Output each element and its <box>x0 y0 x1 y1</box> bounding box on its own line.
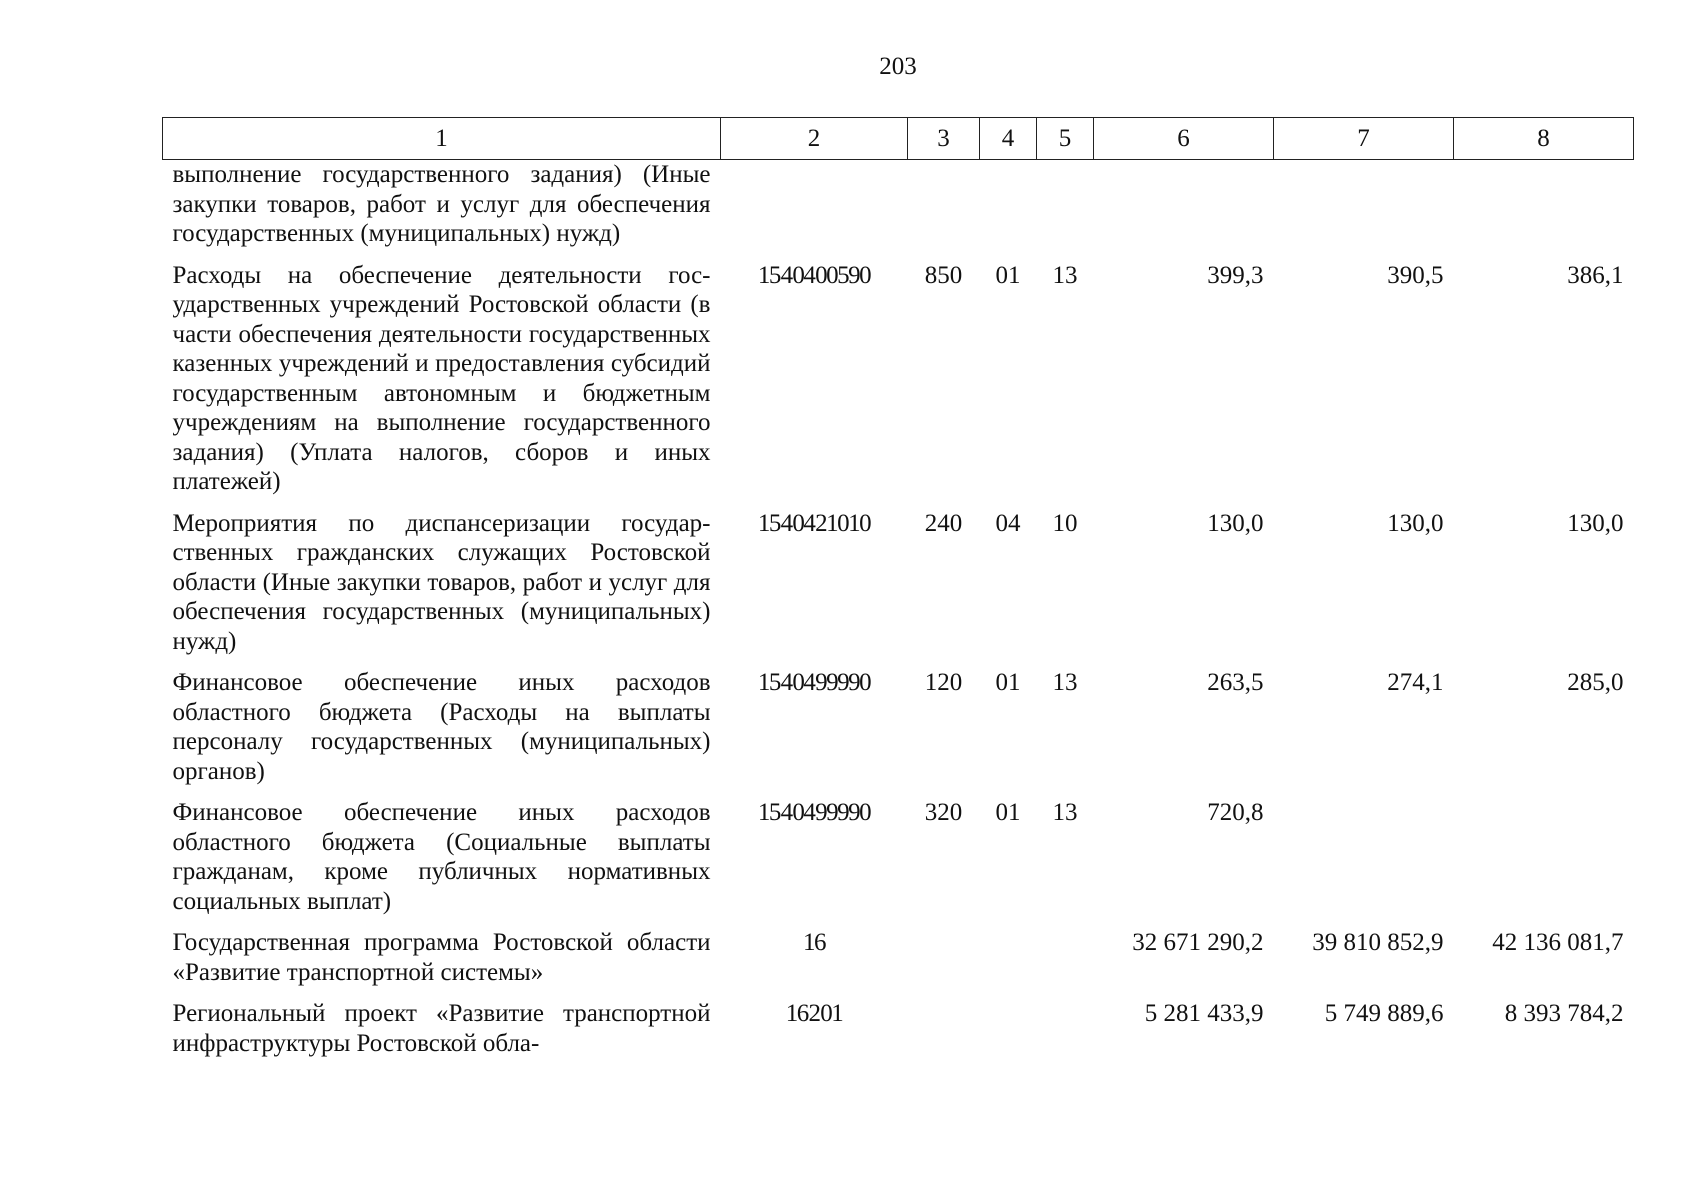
row-amount-col8: 130,0 <box>1567 509 1624 537</box>
row-subsection: 13 <box>1052 669 1078 696</box>
row-description: Расходы на обеспечение деятельности государственных учреждений Ростовской области (в части обеспечения деятельности государственных казенных учреждений и предоставления субсидий государственным автономным и бюджетным учреждениям на выполнение государственного задания) (Уплата налогов, сборов и иных платежей) <box>172 261 711 495</box>
row-section <box>980 999 1037 1058</box>
column-header-5: 5 <box>1037 118 1094 160</box>
table-row <box>163 798 1634 928</box>
row-description: Государственная программа Ростовской области «Развитие транспортной системы» <box>172 929 711 986</box>
row-section: 01 <box>995 261 1021 289</box>
row-amount-col6: 263,5 <box>1207 669 1264 696</box>
row-description: выполнение государственного задания) (Иные закупки товаров, работ и услуг для обеспечения государственных (муниципальных) нужд) <box>172 161 711 247</box>
row-amount-col8: 42 136 081,7 <box>1492 929 1624 956</box>
table-row <box>163 261 1634 509</box>
row-amount-col6: 399,3 <box>1207 261 1264 289</box>
row-amount-col7: 390,5 <box>1387 261 1444 289</box>
row-amount-col8: 386,1 <box>1567 261 1624 289</box>
row-expense-type <box>908 928 980 999</box>
row-subsection <box>1037 928 1094 999</box>
row-expense-type <box>908 999 980 1058</box>
row-description: Мероприятия по диспансеризации государственных гражданских служащих Ростовской области (Иные закупки товаров, работ и услуг для обеспечения государственных (муниципальных) нужд) <box>172 509 711 655</box>
column-header-6: 6 <box>1094 118 1274 160</box>
row-section <box>980 928 1037 999</box>
row-subsection: 13 <box>1052 261 1078 289</box>
table-header <box>163 118 1634 160</box>
row-expense-type: 120 <box>924 669 963 696</box>
table-row <box>163 928 1634 999</box>
row-amount-col6: 130,0 <box>1207 509 1264 537</box>
row-expense-type: 320 <box>924 799 963 826</box>
row-expense-type: 240 <box>924 509 963 537</box>
row-amount-col7 <box>1274 160 1454 261</box>
table-row <box>163 160 1634 261</box>
row-section: 01 <box>995 669 1021 696</box>
table-row <box>163 668 1634 798</box>
row-amount-col8 <box>1454 160 1634 261</box>
table-row <box>163 999 1634 1058</box>
row-target-code: 16 <box>803 929 825 956</box>
row-expense-type: 850 <box>924 261 963 289</box>
row-target-code: 15 4 04 00590 <box>757 261 871 289</box>
page-number: 203 <box>879 53 917 80</box>
column-header-1: 1 <box>163 118 721 160</box>
row-amount-col7: 274,1 <box>1387 669 1444 696</box>
row-amount-col6: 5 281 433,9 <box>1144 1000 1264 1027</box>
row-section <box>980 160 1037 261</box>
row-amount-col6 <box>1094 160 1274 261</box>
row-amount-col8 <box>1454 798 1634 928</box>
row-section: 01 <box>995 799 1021 826</box>
row-section: 04 <box>995 509 1021 537</box>
row-target-code: 15 4 04 21010 <box>757 509 871 537</box>
row-target-code: 15 4 04 99990 <box>757 669 871 696</box>
row-target-code: 15 4 04 99990 <box>757 799 871 826</box>
row-amount-col7: 130,0 <box>1387 509 1444 537</box>
column-header-8: 8 <box>1454 118 1634 160</box>
row-amount-col7: 39 810 852,9 <box>1312 929 1444 956</box>
table-row <box>163 509 1634 669</box>
row-target-code: 16 2 01 <box>785 1000 843 1027</box>
row-amount-col6: 720,8 <box>1207 799 1264 826</box>
row-subsection <box>1037 999 1094 1058</box>
row-description: Финансовое обеспечение иных расходов областного бюджета (Расходы на выплаты персоналу государственных (муниципальных) органов) <box>172 669 711 785</box>
row-subsection <box>1037 160 1094 261</box>
row-subsection: 10 <box>1052 509 1078 537</box>
row-target-code <box>721 160 908 261</box>
row-amount-col7: 5 749 889,6 <box>1324 1000 1444 1027</box>
row-description: Региональный проект «Развитие транспортной инфраструктуры Ростовской обла- <box>172 1000 711 1057</box>
row-subsection: 13 <box>1052 799 1078 826</box>
header-row <box>163 118 1634 160</box>
row-amount-col6: 32 671 290,2 <box>1132 929 1264 956</box>
row-amount-col8: 285,0 <box>1567 669 1624 696</box>
row-expense-type <box>908 160 980 261</box>
column-header-7: 7 <box>1274 118 1454 160</box>
column-header-2: 2 <box>721 118 908 160</box>
budget-table <box>162 117 1634 1058</box>
row-amount-col7 <box>1274 798 1454 928</box>
column-header-4: 4 <box>980 118 1037 160</box>
row-description: Финансовое обеспечение иных расходов областного бюджета (Социальные выплаты гражданам, кроме публичных нормативных социальных выплат) <box>172 799 711 915</box>
table-body <box>163 160 1634 1059</box>
row-amount-col8: 8 393 784,2 <box>1504 1000 1624 1027</box>
column-header-3: 3 <box>908 118 980 160</box>
